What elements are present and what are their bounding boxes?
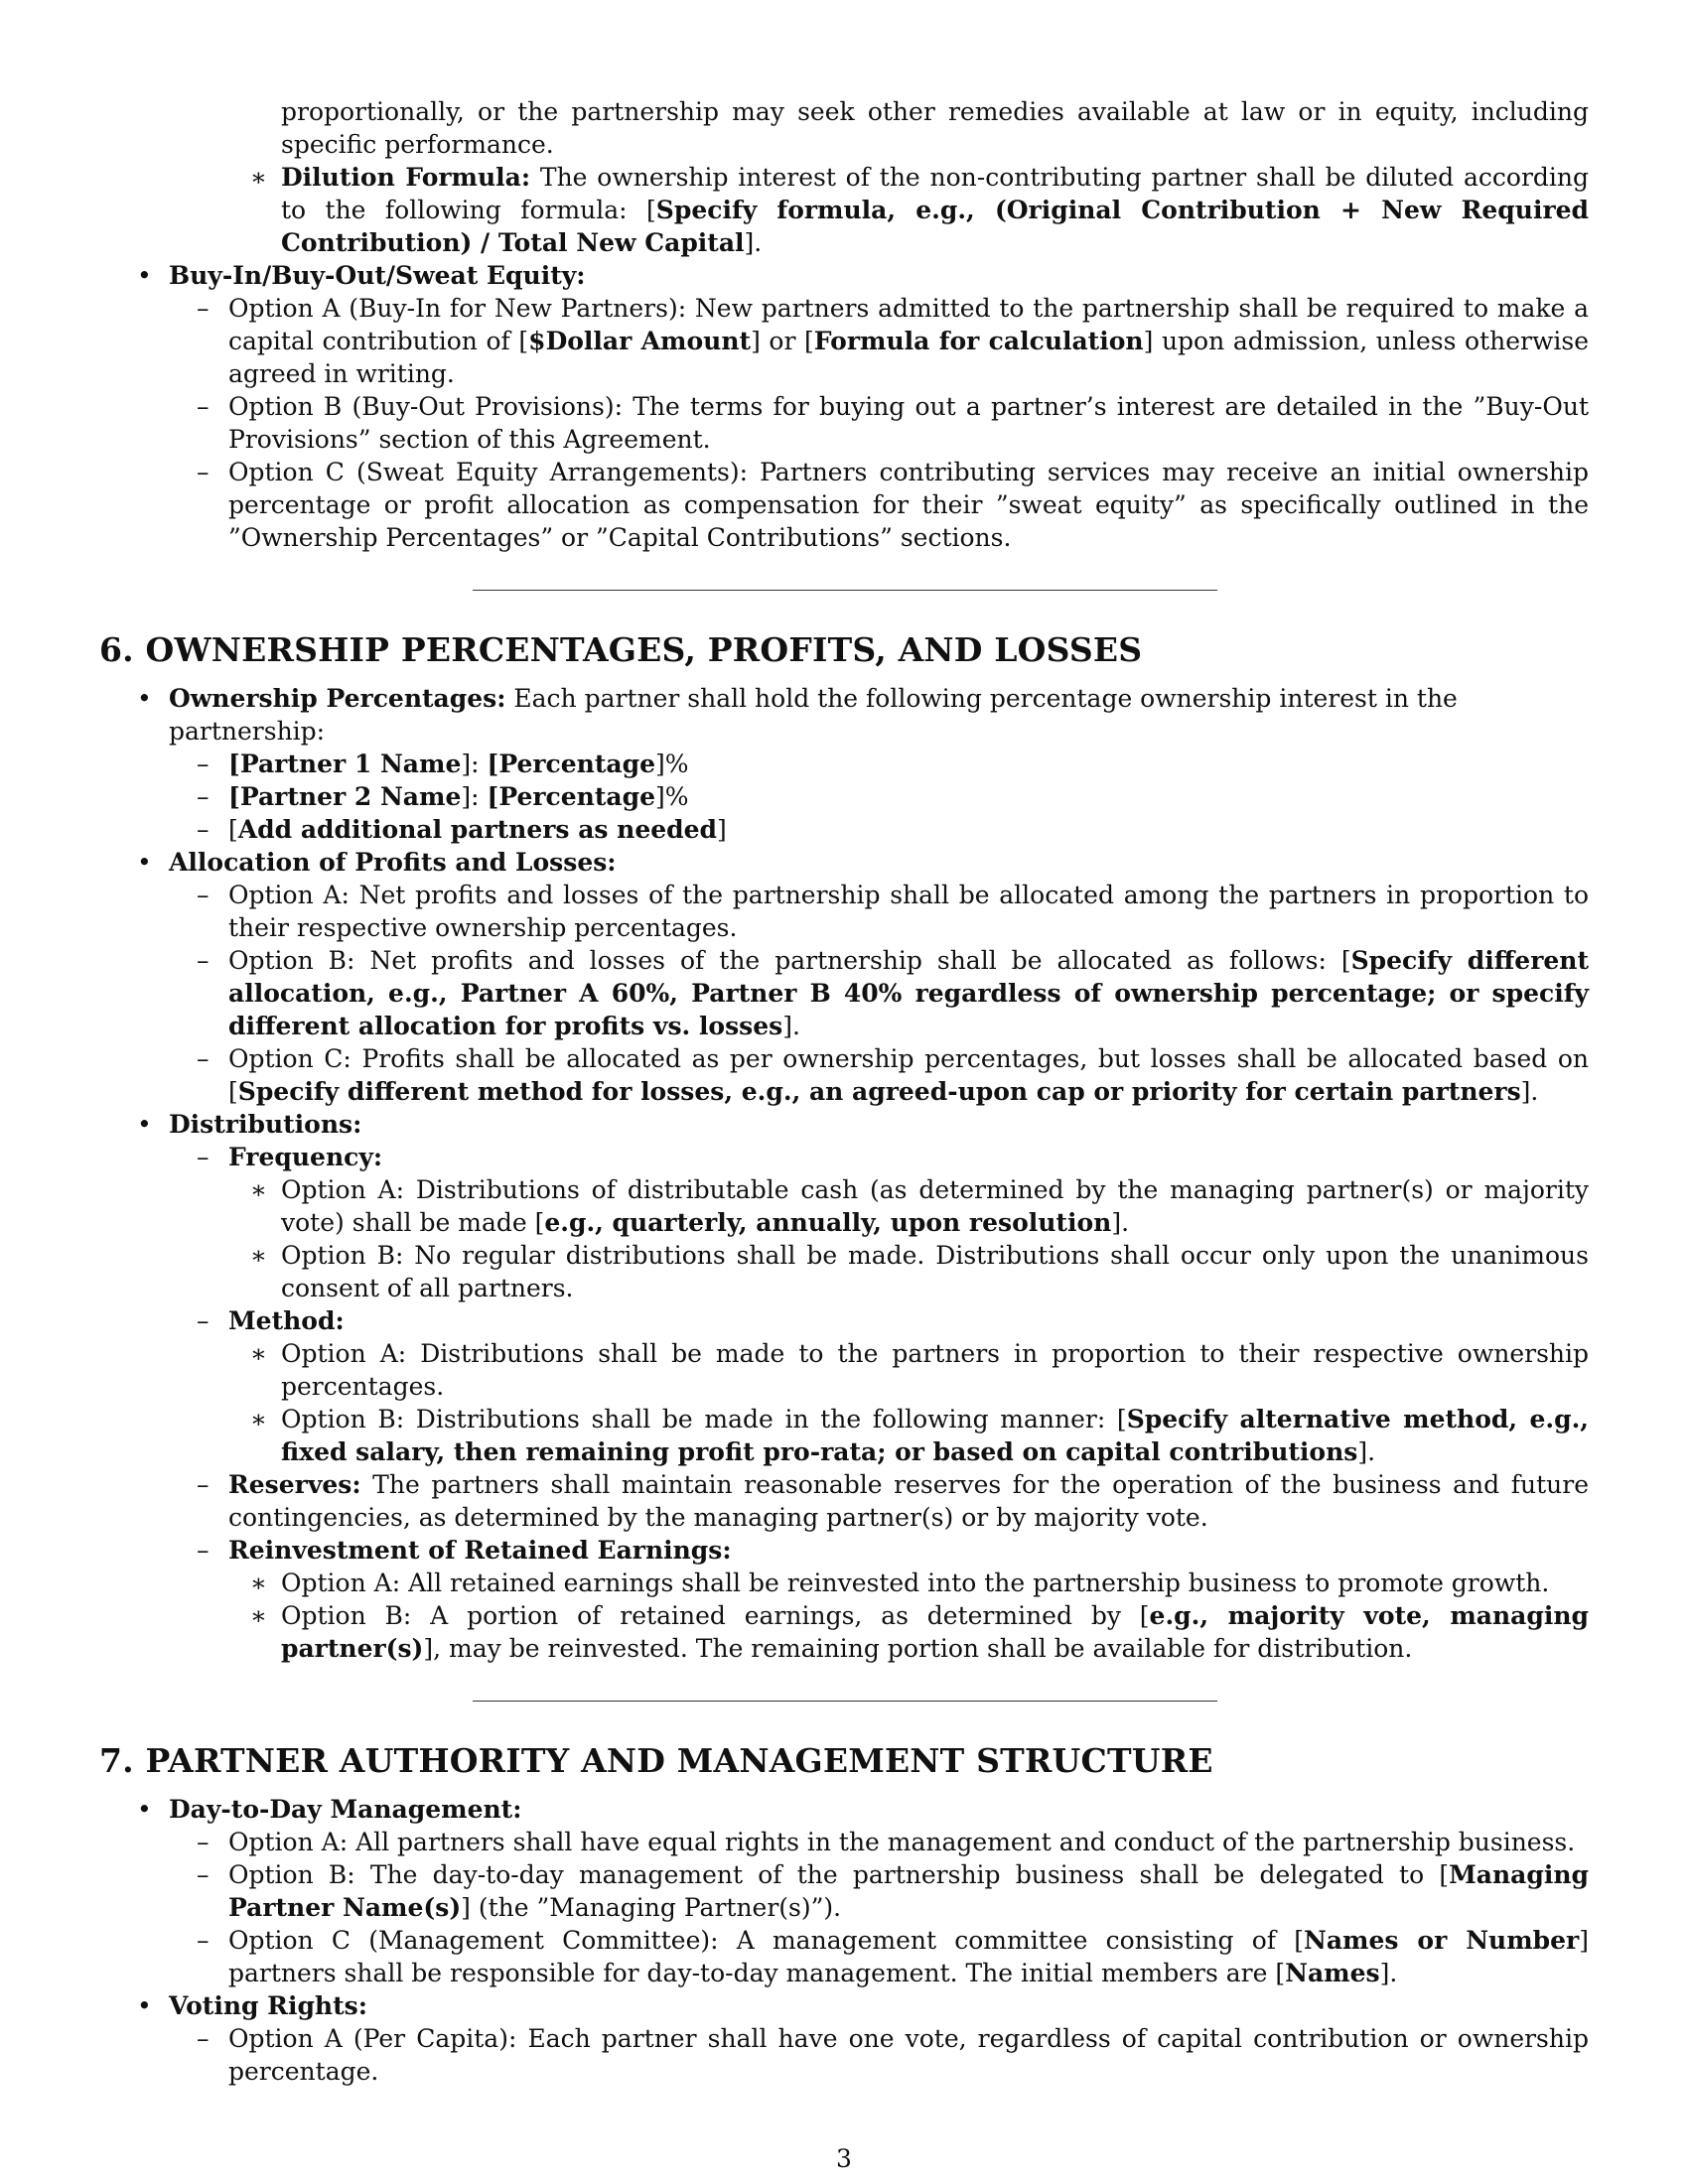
- bullet-icon: •: [137, 261, 152, 290]
- star-bullet-icon: ∗: [250, 1601, 267, 1630]
- section-divider: [473, 590, 1217, 591]
- add-partners-line: [99, 813, 1589, 846]
- buyin-option-a: [99, 292, 1589, 390]
- day-to-day-option-a-text: Option A: All partners shall have equal rights in the management and conduct of the partnership business.: [228, 1828, 1576, 1856]
- dash-bullet-icon: –: [197, 1470, 210, 1499]
- bullet-icon: •: [137, 684, 152, 713]
- method-option-a-text: Option A: Distributions shall be made to the partners in proportion to their respective ownership percentages.: [281, 1339, 1589, 1401]
- star-bullet-icon: ∗: [250, 1175, 267, 1204]
- bracket: ].: [782, 1012, 800, 1040]
- bracket: [: [228, 782, 240, 811]
- day-to-day-option-c: [99, 1924, 1589, 1989]
- method-label: Method:: [228, 1306, 345, 1335]
- bracket: [: [487, 750, 499, 778]
- page-number: 3: [836, 2144, 852, 2173]
- allocation-option-c: [99, 1042, 1589, 1108]
- allocation-option-a-text: Option A: Net profits and losses of the partnership shall be allocated among the partners in proportion to their respective ownership percentages.: [228, 881, 1589, 942]
- dash-bullet-icon: –: [197, 294, 210, 323]
- bracket: ].: [1520, 1077, 1539, 1106]
- formula-placeholder: Formula for calculation: [813, 327, 1144, 355]
- star-bullet-icon: ∗: [250, 1405, 267, 1433]
- buyin-option-a-post: ] upon admission, unless otherwise agreed in writing.: [228, 327, 1590, 388]
- dash-bullet-icon: –: [197, 1536, 210, 1565]
- bullet-icon: •: [137, 848, 152, 877]
- dilution-label: Dilution Formula:: [281, 163, 531, 192]
- managing-partner-placeholder: Managing Partner Name(s): [228, 1860, 1589, 1922]
- dilution-text: The ownership interest of the non-contributing partner shall be diluted according to the following formula: [: [281, 163, 1589, 224]
- reinvestment-item: [99, 1534, 1589, 1567]
- percent-sign: ]%: [655, 782, 689, 811]
- section-7-heading: 7. PARTNER AUTHORITY AND MANAGEMENT STRUCTURE: [99, 1741, 1213, 1780]
- dash-bullet-icon: –: [197, 2024, 210, 2053]
- reinvestment-option-a-text: Option A: All retained earnings shall be reinvested into the partnership business to promote growth.: [281, 1569, 1550, 1597]
- buyin-option-c-text: Option C (Sweat Equity Arrangements): Partners contributing services may receive an initial ownership percentage or profit allocation as compensation for their ”sweat equity” as specifically outlined in the ”Ownership Percentages” or ”Capital Contributions” sections.: [228, 458, 1589, 552]
- day-to-day-option-c-post: ].: [1379, 1959, 1398, 1987]
- star-bullet-icon: ∗: [250, 163, 267, 192]
- add-partners-placeholder: Add additional partners as needed: [237, 815, 718, 844]
- dash-bullet-icon: –: [197, 458, 210, 486]
- colon: :: [471, 750, 488, 778]
- voting-option-a: [99, 2022, 1589, 2088]
- bracket: [: [487, 782, 499, 811]
- star-bullet-icon: ∗: [250, 1569, 267, 1597]
- frequency-option-a: [99, 1173, 1589, 1239]
- voting-option-a-text: Option A (Per Capita): Each partner shall have one vote, regardless of capital contribution or ownership percentage.: [228, 2024, 1589, 2086]
- dash-bullet-icon: –: [197, 782, 210, 811]
- day-to-day-label: Day-to-Day Management:: [169, 1795, 522, 1824]
- dash-bullet-icon: –: [197, 1860, 210, 1889]
- continuation-text: proportionally, or the partnership may seek other remedies available at law or in equity, including specific performance.: [281, 97, 1589, 159]
- partner-1-placeholder: Partner 1 Name: [239, 750, 462, 778]
- document-page: [99, 95, 1589, 2088]
- buyin-option-b-text: Option B (Buy-Out Provisions): The terms for buying out a partner’s interest are detailed in the ”Buy-Out Provisions” section of this Agreement.: [228, 392, 1589, 454]
- section-divider: [473, 1701, 1217, 1702]
- day-to-day-option-b-text: Option B: The day-to-day management of the partnership business shall be delegated to [: [228, 1860, 1450, 1889]
- allocation-label: Allocation of Profits and Losses:: [169, 848, 617, 877]
- dash-bullet-icon: –: [197, 881, 210, 909]
- dash-bullet-icon: –: [197, 1828, 210, 1856]
- day-to-day-option-b: [99, 1858, 1589, 1924]
- frequency-option-b-text: Option B: No regular distributions shall be made. Distributions shall occur only upon the unanimous consent of all partners.: [281, 1241, 1589, 1302]
- reinvestment-option-b: [99, 1599, 1589, 1665]
- buyin-option-a-text: Option A (Buy-In for New Partners): New partners admitted to the partnership shall be required to make a capital contribution of [: [228, 294, 1589, 355]
- allocation-option-b-text: Option B: Net profits and losses of the partnership shall be allocated as follows: [: [228, 946, 1351, 975]
- reserves-label: Reserves:: [228, 1470, 361, 1499]
- names-or-number-placeholder: Names or Number: [1303, 1926, 1580, 1955]
- day-to-day-option-a: [99, 1826, 1589, 1858]
- day-to-day-option-c-text: Option C (Management Committee): A management committee consisting of [: [228, 1926, 1304, 1955]
- frequency-item: [99, 1141, 1589, 1173]
- method-option-b: [99, 1403, 1589, 1468]
- frequency-label: Frequency:: [228, 1143, 383, 1171]
- allocation-option-c-placeholder: Specify different method for losses, e.g., an agreed-upon cap or priority for certain partners: [237, 1077, 1521, 1106]
- ownership-label: Ownership Percentages:: [169, 684, 506, 713]
- bullet-icon: •: [137, 1110, 152, 1139]
- dash-bullet-icon: –: [197, 750, 210, 778]
- dash-bullet-icon: –: [197, 1306, 210, 1335]
- reinvestment-option-a: [99, 1567, 1589, 1599]
- reinvestment-option-b-text: Option B: A portion of retained earnings, as determined by [: [281, 1601, 1150, 1630]
- reinvestment-label: Reinvestment of Retained Earnings:: [228, 1536, 732, 1565]
- buyin-item: [99, 259, 1589, 292]
- star-bullet-icon: ∗: [250, 1241, 267, 1270]
- continuation-paragraph: [99, 95, 1589, 161]
- dash-bullet-icon: –: [197, 815, 210, 844]
- percent-sign: ]%: [655, 750, 689, 778]
- reinvestment-option-b-post: ], may be reinvested. The remaining portion shall be available for distribution.: [423, 1634, 1413, 1663]
- colon: :: [471, 782, 488, 811]
- percentage-placeholder: Percentage: [498, 750, 655, 778]
- day-to-day-option-b-post: ] (the ”Managing Partner(s)”).: [461, 1893, 842, 1922]
- dilution-item: [99, 161, 1589, 259]
- method-placeholder: Specify alternative method, e.g., fixed salary, then remaining profit pro-rata; or based on capital contributions: [281, 1405, 1589, 1466]
- bracket: ].: [1357, 1437, 1376, 1466]
- buyin-option-c: [99, 456, 1589, 554]
- distributions-label: Distributions:: [169, 1110, 362, 1139]
- bracket: ]: [461, 782, 472, 811]
- method-option-b-text: Option B: Distributions shall be made in the following manner: [: [281, 1405, 1127, 1433]
- ownership-text: Each partner shall hold the following percentage ownership interest in the partnership:: [169, 684, 1458, 746]
- dash-bullet-icon: –: [197, 1926, 210, 1955]
- buyin-label: Buy-In/Buy-Out/Sweat Equity:: [169, 261, 586, 290]
- frequency-placeholder: e.g., quarterly, annually, upon resolution: [544, 1208, 1112, 1237]
- dash-bullet-icon: –: [197, 946, 210, 975]
- bracket: [: [228, 750, 240, 778]
- percentage-placeholder: Percentage: [498, 782, 655, 811]
- allocation-option-a: [99, 879, 1589, 944]
- dash-bullet-icon: –: [197, 1044, 210, 1073]
- method-option-a: [99, 1337, 1589, 1403]
- bracket: ].: [1111, 1208, 1130, 1237]
- reinvestment-placeholder: e.g., majority vote, managing partner(s): [281, 1601, 1589, 1663]
- buyin-option-a-mid: ] or [: [751, 327, 814, 355]
- bracket: [: [228, 815, 238, 844]
- reserves-item: [99, 1468, 1589, 1534]
- allocation-option-c-text: Option C: Profits shall be allocated as per ownership percentages, but losses shall be allocated based on [: [228, 1044, 1589, 1106]
- buyin-option-b: [99, 390, 1589, 456]
- dollar-amount-placeholder: $Dollar Amount: [528, 327, 752, 355]
- day-to-day-option-c-mid: ] partners shall be responsible for day-to-day management. The initial members are [: [228, 1926, 1589, 1987]
- partner-2-placeholder: Partner 2 Name: [239, 782, 462, 811]
- distributions-item: [99, 1108, 1589, 1141]
- frequency-option-a-text: Option A: Distributions of distributable cash (as determined by the managing partner(s) or majority vote) shall be made [: [281, 1175, 1589, 1237]
- allocation-option-b-placeholder: Specify different allocation, e.g., Partner A 60%, Partner B 40% regardless of ownership percentage; or specify different allocation for profits vs. losses: [228, 946, 1589, 1040]
- names-placeholder: Names: [1285, 1959, 1380, 1987]
- dash-bullet-icon: –: [197, 392, 210, 421]
- frequency-option-b: [99, 1239, 1589, 1304]
- bullet-icon: •: [137, 1991, 152, 2020]
- dilution-after: ].: [744, 228, 763, 257]
- allocation-option-b: [99, 944, 1589, 1042]
- ownership-item: [99, 682, 1589, 748]
- partner-2-line: [99, 780, 1589, 813]
- method-item: [99, 1304, 1589, 1337]
- allocation-item: [99, 846, 1589, 879]
- voting-rights-item: [99, 1989, 1589, 2022]
- bullet-icon: •: [137, 1795, 152, 1824]
- star-bullet-icon: ∗: [250, 1339, 267, 1368]
- bracket: ]: [461, 750, 472, 778]
- partner-1-line: [99, 748, 1589, 780]
- bracket: ]: [717, 815, 727, 844]
- reserves-text: The partners shall maintain reasonable reserves for the operation of the business and future contingencies, as determined by the managing partner(s) or by majority vote.: [228, 1470, 1589, 1532]
- dash-bullet-icon: –: [197, 1143, 210, 1171]
- day-to-day-item: [99, 1793, 1589, 1826]
- section-6-heading: 6. OWNERSHIP PERCENTAGES, PROFITS, AND LOSSES: [99, 630, 1143, 669]
- voting-rights-label: Voting Rights:: [169, 1991, 367, 2020]
- dilution-formula: Specify formula, e.g., (Original Contribution + New Required Contribution) / Total New Capital: [281, 196, 1589, 257]
